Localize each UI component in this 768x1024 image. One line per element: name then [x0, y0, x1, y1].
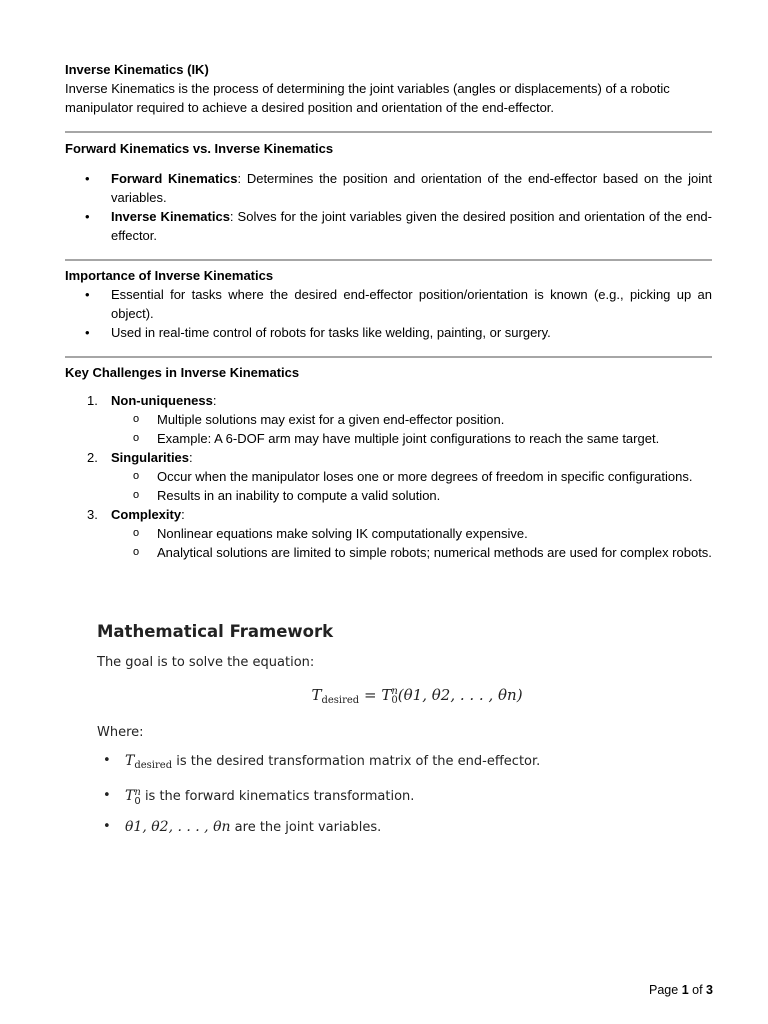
section-importance: [65, 266, 712, 342]
item-term: Forward Kinematics: [111, 171, 238, 186]
sub-list: [111, 467, 712, 505]
circle-bullet-icon: o: [133, 432, 140, 444]
where-label: Where:: [97, 725, 144, 740]
section-title: Key Challenges in Inverse Kinematics: [65, 365, 300, 380]
sub-item: o Nonlinear equations make solving IK computationally expensive.: [133, 526, 528, 541]
bullet-list: [65, 169, 712, 245]
numbered-list: [65, 391, 712, 562]
bullet-list: [65, 285, 712, 342]
math-framework-section: [97, 618, 697, 843]
sub-list: [111, 410, 712, 448]
item-text: : Solves for the joint variables given the desired position and orientation of the end-effector.: [111, 209, 712, 243]
item-text: : Determines the position and orientation of the end-effector based on the joint variables.: [111, 171, 712, 205]
bullet-icon: •: [103, 819, 111, 834]
circle-bullet-icon: o: [133, 527, 140, 539]
section-divider: [65, 259, 712, 261]
sub-item: o Example: A 6-DOF arm may have multiple joint configurations to reach the same target.: [133, 431, 660, 446]
definition-item: • θ1, θ2, . . . , θn are the joint variables.: [97, 812, 697, 843]
list-item: [65, 207, 712, 245]
bullet-icon: •: [103, 753, 111, 768]
sub-list: [111, 524, 712, 562]
ik-intro: Inverse Kinematics is the process of determining the joint variables (angles or displacements) of a robotic manipulator required to achieve a desired position and orientation of the end-effector.: [65, 81, 670, 115]
page-number: Page 1 of 3: [649, 983, 713, 997]
bullet-icon: •: [103, 788, 111, 803]
sub-item: o Analytical solutions are limited to simple robots; numerical methods are used for complex robots.: [133, 545, 712, 560]
section-ik: [65, 60, 712, 117]
bullet-icon: •: [85, 209, 90, 224]
item-term: Singularities: [111, 450, 190, 465]
circle-bullet-icon: o: [133, 489, 140, 501]
list-item: • Essential for tasks where the desired end-effector position/orientation is known (e.g., picking up an object).: [85, 287, 712, 321]
definition-item: • T n 0 is the forward kinematics transformation.: [97, 781, 697, 812]
sub-item: o Multiple solutions may exist for a given end-effector position.: [133, 412, 505, 427]
list-item: 3. Complexity: o Nonlinear equations make solving IK computationally expensive. o Analytical solutions are limited to simple robots; numerical methods are used for complex robots.: [87, 507, 712, 560]
bullet-icon: •: [85, 171, 90, 186]
section-title: Importance of Inverse Kinematics: [65, 268, 274, 283]
item-number: 1.: [87, 393, 98, 408]
list-item: 2. Singularities: o Occur when the manipulator loses one or more degrees of freedom in specific configurations. o Results in an inability to compute a valid solution.: [65, 448, 712, 505]
circle-bullet-icon: o: [133, 470, 140, 482]
definition-item: • $T_{desired}$ is the desired transformation matrix of the end-effector.: [97, 746, 697, 781]
circle-bullet-icon: o: [133, 546, 140, 558]
section-divider: [65, 356, 712, 358]
bullet-icon: •: [85, 287, 90, 302]
sub-item: o Results in an inability to compute a valid solution.: [133, 488, 441, 503]
item-term: Complexity: [111, 507, 182, 522]
item-number: 3.: [87, 507, 98, 522]
list-item: 1. Non-uniqueness: o Multiple solutions may exist for a given end-effector position. o Example: A 6-DOF arm may have multiple joint configurations to reach the same target.: [65, 391, 712, 448]
bullet-icon: •: [85, 325, 90, 340]
circle-bullet-icon: o: [133, 413, 140, 425]
list-item: • Used in real-time control of robots for tasks like welding, painting, or surgery.: [85, 325, 551, 340]
sub-item: o Occur when the manipulator loses one or more degrees of freedom in specific configurations.: [133, 469, 693, 484]
definition-list: [97, 746, 697, 843]
equation: $T_{desired} = T$ n 0 (θ1, θ2, . . . , θn): [311, 686, 523, 706]
section-title: Forward Kinematics vs. Inverse Kinematics: [65, 141, 334, 156]
section-fk-vs-ik: [65, 139, 712, 245]
item-number: 2.: [87, 450, 98, 465]
section-divider: [65, 131, 712, 133]
section-challenges: [65, 363, 712, 562]
item-term: Inverse Kinematics: [111, 209, 230, 224]
goal-text: The goal is to solve the equation:: [97, 655, 315, 670]
section-heading: Mathematical Framework: [97, 622, 334, 641]
list-item: [65, 169, 712, 207]
notes-body: [65, 60, 712, 562]
section-title: Inverse Kinematics (IK): [65, 62, 209, 77]
item-term: Non-uniqueness: [111, 393, 213, 408]
